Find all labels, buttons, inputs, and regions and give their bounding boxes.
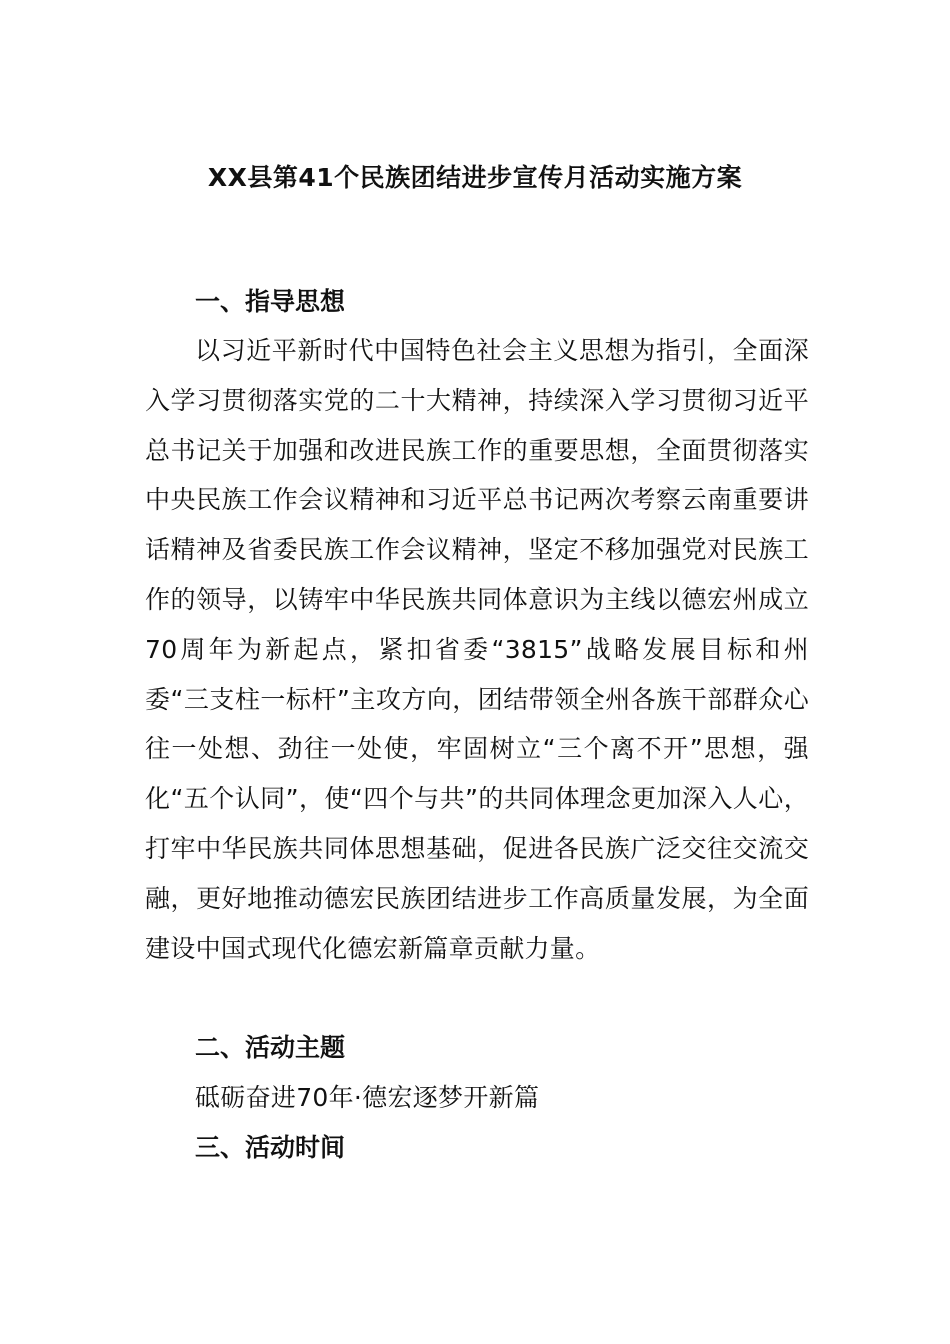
section-heading-activity-theme: 二、活动主题 xyxy=(195,1033,346,1062)
section-heading-activity-time: 三、活动时间 xyxy=(195,1133,346,1162)
section-heading-guiding-ideology: 一、指导思想 xyxy=(195,287,346,316)
document-title: XX县第41个民族团结进步宣传月活动实施方案 xyxy=(207,163,743,192)
section-body-guiding-ideology: 以习近平新时代中国特色社会主义思想为指引，全面深入学习贯彻落实党的二十大精神，持续深入学习贯彻习近平总书记关于加强和改进民族工作的重要思想，全面贯彻落实中央民族工作会议精神和习近平总书记两次考察云南重要讲话精神及省委民族工作会议精神，坚定不移加强党对民族工作的领导，以铸牢中华民族共同体意识为主线以德宏州成立70周年为新起点，紧扣省委“3815”战略发展目标和州委“三支柱一标杆”主攻方向，团结带领全州各族干部群众心往一处想、劲往一处使，牢固树立“三个离不开”思想，强化“五个认同”，使“四个与共”的共同体理念更加深入人心，打牢中华民族共同体思想基础，促进各民族广泛交往交流交融，更好地推动德宏民族团结进步工作高质量发展，为全面建设中国式现代化德宏新篇章贡献力量。 xyxy=(145,336,809,963)
section-body-activity-theme: 砥砺奋进70年·德宏逐梦开新篇 xyxy=(195,1083,540,1112)
